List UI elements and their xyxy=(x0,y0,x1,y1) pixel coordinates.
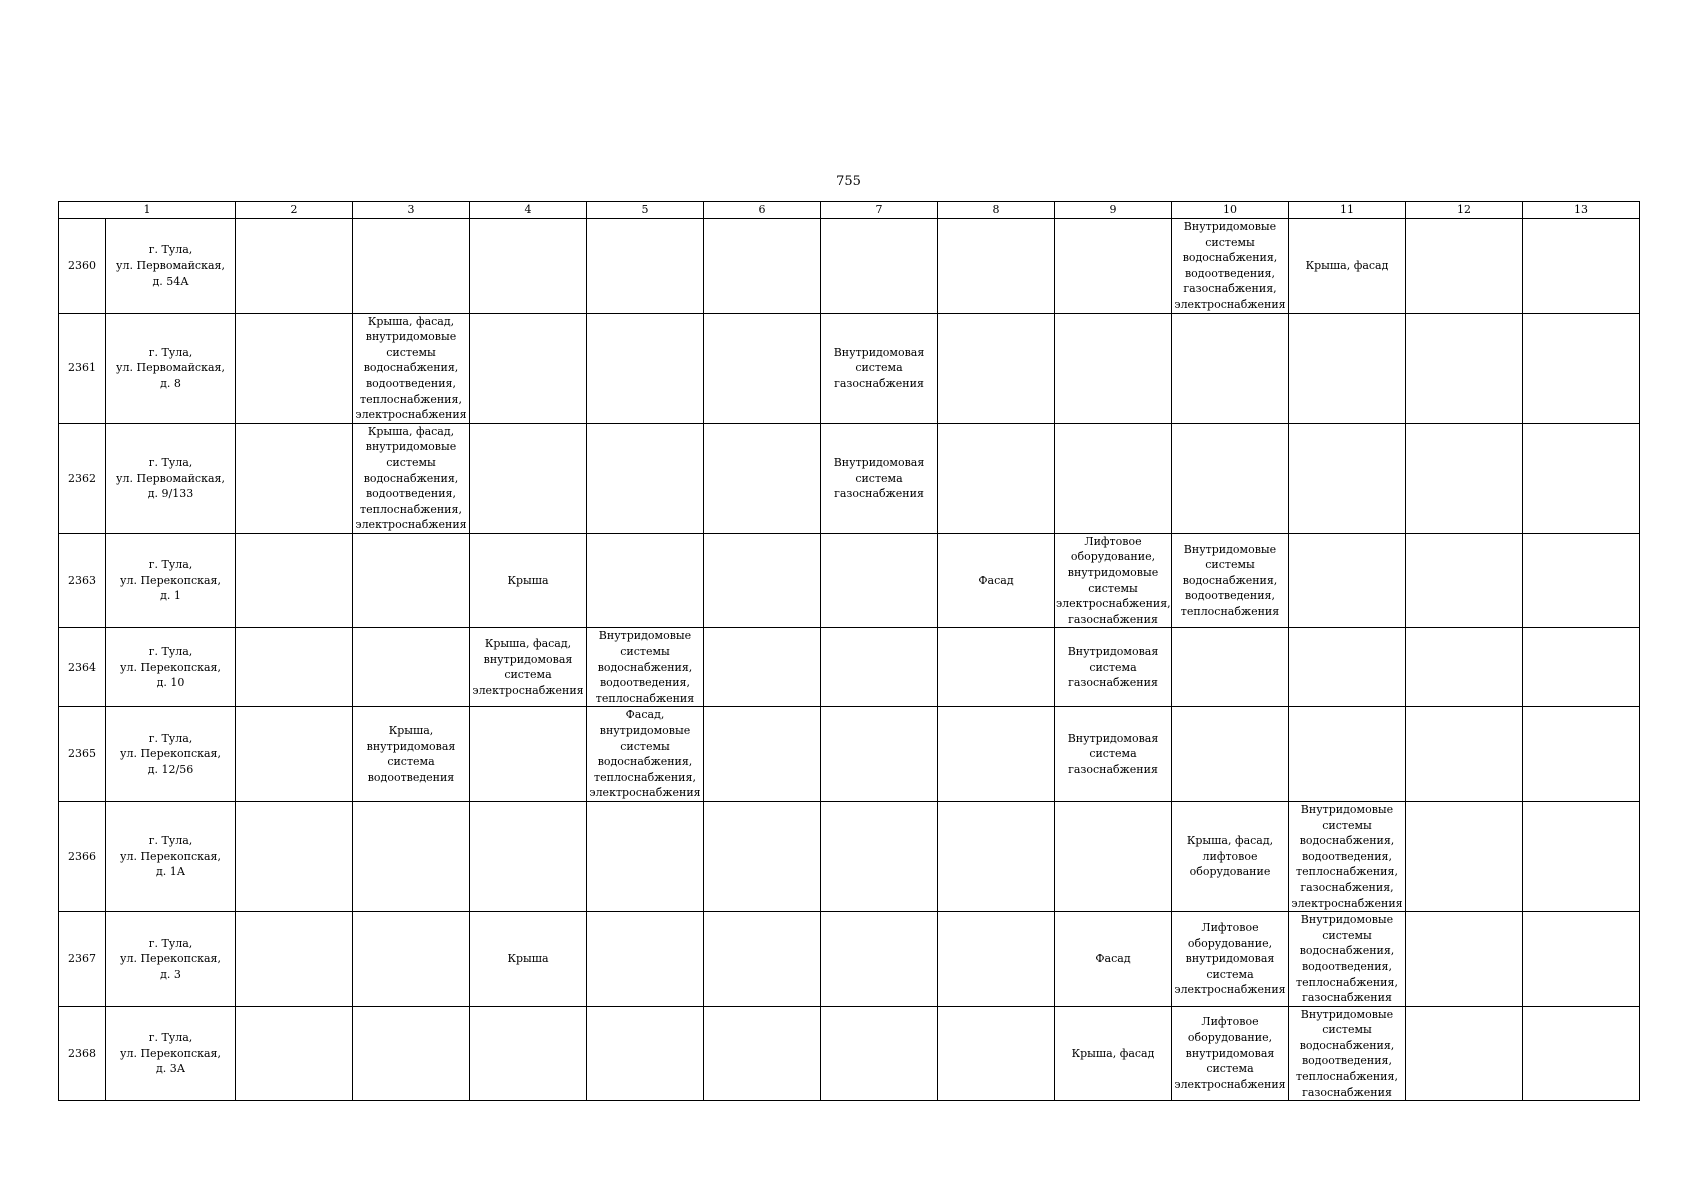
col-8-cell xyxy=(938,912,1055,1007)
row-number-cell xyxy=(59,219,106,314)
col-8-cell xyxy=(938,801,1055,911)
col-7-cell xyxy=(821,219,938,314)
col-5-cell xyxy=(587,423,704,533)
col-10-text: Лифтовое оборудование, внутридомовая система электроснабжения xyxy=(1174,1015,1286,1091)
col-3-cell xyxy=(353,313,470,423)
column-header-1: 1 xyxy=(59,202,236,219)
col-12-cell xyxy=(1406,1006,1523,1101)
address-cell xyxy=(106,707,236,802)
col-3-cell xyxy=(353,912,470,1007)
col-7-text: Внутридомовая система газоснабжения xyxy=(833,345,925,390)
col-5-cell xyxy=(587,1006,704,1101)
col-2-cell xyxy=(236,628,353,707)
repair-schedule-table xyxy=(58,201,1640,1101)
col-4-cell xyxy=(470,707,587,802)
table-row xyxy=(59,912,1640,1007)
col-6-cell xyxy=(704,219,821,314)
col-4-cell xyxy=(470,533,587,628)
col-7-cell xyxy=(821,313,938,423)
col-12-cell xyxy=(1406,707,1523,802)
row-number-text: 2364 xyxy=(68,660,96,674)
col-11-text: Внутридомовые системы водоснабжения, водоотведения, теплоснабжения, газоснабжения xyxy=(1296,913,1398,1005)
address-text: г. Тула, ул. Первомайская, д. 8 xyxy=(116,345,225,390)
col-10-text: Лифтовое оборудование, внутридомовая система электроснабжения xyxy=(1174,920,1286,997)
col-2-cell xyxy=(236,801,353,911)
column-header-2: 2 xyxy=(236,202,353,219)
col-11-text: Внутридомовые системы водоснабжения, водоотведения, теплоснабжения, газоснабжения, электроснабжения xyxy=(1291,802,1403,910)
col-12-cell xyxy=(1406,628,1523,707)
col-3-cell xyxy=(353,801,470,911)
col-10-cell xyxy=(1172,628,1289,707)
col-11-cell xyxy=(1289,707,1406,802)
col-13-cell xyxy=(1523,533,1640,628)
table-row xyxy=(59,801,1640,911)
col-6-cell xyxy=(704,707,821,802)
col-9-text: Фасад xyxy=(1095,952,1131,966)
address-text: г. Тула, ул. Перекопская, д. 3 xyxy=(120,936,221,981)
col-5-cell xyxy=(587,912,704,1007)
col-2-cell xyxy=(236,219,353,314)
col-10-text: Крыша, фасад, лифтовое оборудование xyxy=(1186,834,1274,879)
col-7-cell xyxy=(821,1006,938,1101)
col-10-cell xyxy=(1172,912,1289,1007)
col-7-text: Внутридомовая система газоснабжения xyxy=(833,455,925,501)
table-body xyxy=(59,202,1640,1101)
col-8-cell xyxy=(938,219,1055,314)
col-5-cell xyxy=(587,801,704,911)
address-text: г. Тула, ул. Перекопская, д. 1 xyxy=(120,558,221,603)
address-cell xyxy=(106,912,236,1007)
column-header-3: 3 xyxy=(353,202,470,219)
column-header-7: 7 xyxy=(821,202,938,219)
col-9-cell xyxy=(1055,912,1172,1007)
row-number-text: 2367 xyxy=(68,952,96,966)
col-11-cell xyxy=(1289,1006,1406,1101)
col-6-cell xyxy=(704,1006,821,1101)
row-number-text: 2366 xyxy=(68,849,96,863)
column-header-11: 11 xyxy=(1289,202,1406,219)
col-8-cell xyxy=(938,1006,1055,1101)
col-11-text: Внутридомовые системы водоснабжения, водоотведения, теплоснабжения, газоснабжения xyxy=(1296,1007,1398,1099)
col-10-cell xyxy=(1172,313,1289,423)
column-header-10: 10 xyxy=(1172,202,1289,219)
col-4-cell xyxy=(470,423,587,533)
col-11-cell xyxy=(1289,313,1406,423)
col-11-cell xyxy=(1289,533,1406,628)
col-13-cell xyxy=(1523,912,1640,1007)
col-4-cell xyxy=(470,313,587,423)
col-13-cell xyxy=(1523,313,1640,423)
row-number-cell xyxy=(59,1006,106,1101)
col-10-cell xyxy=(1172,707,1289,802)
col-7-cell xyxy=(821,423,938,533)
table-row xyxy=(59,313,1640,423)
col-10-cell xyxy=(1172,1006,1289,1101)
col-4-text: Крыша xyxy=(507,573,549,587)
col-2-cell xyxy=(236,1006,353,1101)
address-text: г. Тула, ул. Перекопская, д. 12/56 xyxy=(120,731,221,776)
col-10-cell xyxy=(1172,219,1289,314)
col-2-cell xyxy=(236,533,353,628)
address-text: г. Тула, ул. Перекопская, д. 3А xyxy=(120,1031,221,1076)
col-8-cell xyxy=(938,313,1055,423)
col-12-cell xyxy=(1406,801,1523,911)
col-6-cell xyxy=(704,313,821,423)
col-4-cell xyxy=(470,801,587,911)
col-10-cell xyxy=(1172,801,1289,911)
col-10-text: Внутридомовые системы водоснабжения, водоотведения, теплоснабжения xyxy=(1180,542,1280,619)
col-5-cell xyxy=(587,628,704,707)
row-number-cell xyxy=(59,628,106,707)
col-6-cell xyxy=(704,801,821,911)
col-10-cell xyxy=(1172,423,1289,533)
column-header-8: 8 xyxy=(938,202,1055,219)
row-number-text: 2365 xyxy=(68,747,96,761)
col-9-text: Крыша, фасад xyxy=(1071,1046,1155,1060)
col-9-cell xyxy=(1055,219,1172,314)
row-number-cell xyxy=(59,313,106,423)
col-6-cell xyxy=(704,628,821,707)
table-row xyxy=(59,533,1640,628)
col-3-cell xyxy=(353,533,470,628)
col-5-cell xyxy=(587,533,704,628)
address-cell xyxy=(106,313,236,423)
row-number-text: 2360 xyxy=(68,258,96,272)
column-header-5: 5 xyxy=(587,202,704,219)
col-5-text: Внутридомовые системы водоснабжения, водоотведения, теплоснабжения xyxy=(595,629,695,705)
col-12-cell xyxy=(1406,533,1523,628)
page-number: 755 xyxy=(836,174,861,189)
address-cell xyxy=(106,1006,236,1101)
col-13-cell xyxy=(1523,628,1640,707)
col-9-cell xyxy=(1055,1006,1172,1101)
col-3-cell xyxy=(353,628,470,707)
row-number-cell xyxy=(59,801,106,911)
col-13-cell xyxy=(1523,219,1640,314)
col-8-cell xyxy=(938,423,1055,533)
col-3-cell xyxy=(353,423,470,533)
col-3-text: Крыша, фасад, внутридомовые системы водоснабжения, водоотведения, теплоснабжения, электроснабжения xyxy=(355,424,467,532)
table-row xyxy=(59,1006,1640,1101)
col-4-cell xyxy=(470,912,587,1007)
col-9-text: Лифтовое оборудование, внутридомовые системы электроснабжения, газоснабжения xyxy=(1056,534,1171,626)
col-4-cell xyxy=(470,219,587,314)
address-text: г. Тула, ул. Первомайская, д. 54А xyxy=(116,243,225,288)
col-2-cell xyxy=(236,313,353,423)
column-header-12: 12 xyxy=(1406,202,1523,219)
col-4-cell xyxy=(470,1006,587,1101)
table-row xyxy=(59,628,1640,707)
col-9-text: Внутридомовая система газоснабжения xyxy=(1067,731,1159,776)
header-row xyxy=(59,202,1640,219)
col-11-cell xyxy=(1289,423,1406,533)
col-13-cell xyxy=(1523,423,1640,533)
col-3-cell xyxy=(353,707,470,802)
col-7-cell xyxy=(821,533,938,628)
col-11-cell xyxy=(1289,628,1406,707)
table-row xyxy=(59,707,1640,802)
col-12-cell xyxy=(1406,219,1523,314)
column-header-9: 9 xyxy=(1055,202,1172,219)
col-9-cell xyxy=(1055,313,1172,423)
column-header-4: 4 xyxy=(470,202,587,219)
col-6-cell xyxy=(704,533,821,628)
col-11-cell xyxy=(1289,219,1406,314)
col-4-text: Крыша, фасад, внутридомовая система электроснабжения xyxy=(472,637,584,698)
row-number-text: 2363 xyxy=(68,573,96,587)
col-2-cell xyxy=(236,423,353,533)
col-3-text: Крыша, внутридомовая система водоотведения xyxy=(366,724,456,784)
column-header-13: 13 xyxy=(1523,202,1640,219)
col-9-cell xyxy=(1055,801,1172,911)
table-row xyxy=(59,219,1640,314)
col-2-cell xyxy=(236,707,353,802)
col-8-cell xyxy=(938,707,1055,802)
row-number-text: 2368 xyxy=(68,1046,96,1060)
col-4-cell xyxy=(470,628,587,707)
col-11-cell xyxy=(1289,801,1406,911)
address-cell xyxy=(106,628,236,707)
col-3-cell xyxy=(353,1006,470,1101)
table-row xyxy=(59,423,1640,533)
col-5-cell xyxy=(587,219,704,314)
col-12-cell xyxy=(1406,313,1523,423)
col-8-cell xyxy=(938,533,1055,628)
col-9-cell xyxy=(1055,707,1172,802)
col-3-text: Крыша, фасад, внутридомовые системы водоснабжения, водоотведения, теплоснабжения, электроснабжения xyxy=(355,314,467,422)
address-cell xyxy=(106,801,236,911)
col-8-text: Фасад xyxy=(978,573,1014,587)
col-7-cell xyxy=(821,707,938,802)
address-cell xyxy=(106,533,236,628)
address-text: г. Тула, ул. Перекопская, д. 1А xyxy=(120,834,221,879)
col-5-text: Фасад, внутридомовые системы водоснабжения, теплоснабжения, электроснабжения xyxy=(589,708,701,800)
col-6-cell xyxy=(704,912,821,1007)
col-2-cell xyxy=(236,912,353,1007)
row-number-cell xyxy=(59,423,106,533)
row-number-cell xyxy=(59,707,106,802)
col-4-text: Крыша xyxy=(507,952,549,966)
row-number-text: 2362 xyxy=(68,471,96,485)
col-11-text: Крыша, фасад xyxy=(1305,258,1389,272)
address-text: г. Тула, ул. Первомайская, д. 9/133 xyxy=(116,455,225,501)
row-number-text: 2361 xyxy=(68,361,96,375)
col-9-text: Внутридомовая система газоснабжения xyxy=(1067,645,1159,690)
col-13-cell xyxy=(1523,801,1640,911)
col-3-cell xyxy=(353,219,470,314)
col-11-cell xyxy=(1289,912,1406,1007)
col-10-text: Внутридомовые системы водоснабжения, водоотведения, газоснабжения, электроснабжения xyxy=(1174,220,1286,311)
col-13-cell xyxy=(1523,707,1640,802)
col-7-cell xyxy=(821,912,938,1007)
col-5-cell xyxy=(587,707,704,802)
col-6-cell xyxy=(704,423,821,533)
address-cell xyxy=(106,219,236,314)
col-7-cell xyxy=(821,801,938,911)
col-10-cell xyxy=(1172,533,1289,628)
col-5-cell xyxy=(587,313,704,423)
col-9-cell xyxy=(1055,628,1172,707)
col-12-cell xyxy=(1406,912,1523,1007)
col-13-cell xyxy=(1523,1006,1640,1101)
col-8-cell xyxy=(938,628,1055,707)
col-12-cell xyxy=(1406,423,1523,533)
row-number-cell xyxy=(59,912,106,1007)
col-9-cell xyxy=(1055,533,1172,628)
col-9-cell xyxy=(1055,423,1172,533)
col-7-cell xyxy=(821,628,938,707)
address-text: г. Тула, ул. Перекопская, д. 10 xyxy=(120,645,221,690)
column-header-6: 6 xyxy=(704,202,821,219)
row-number-cell xyxy=(59,533,106,628)
address-cell xyxy=(106,423,236,533)
